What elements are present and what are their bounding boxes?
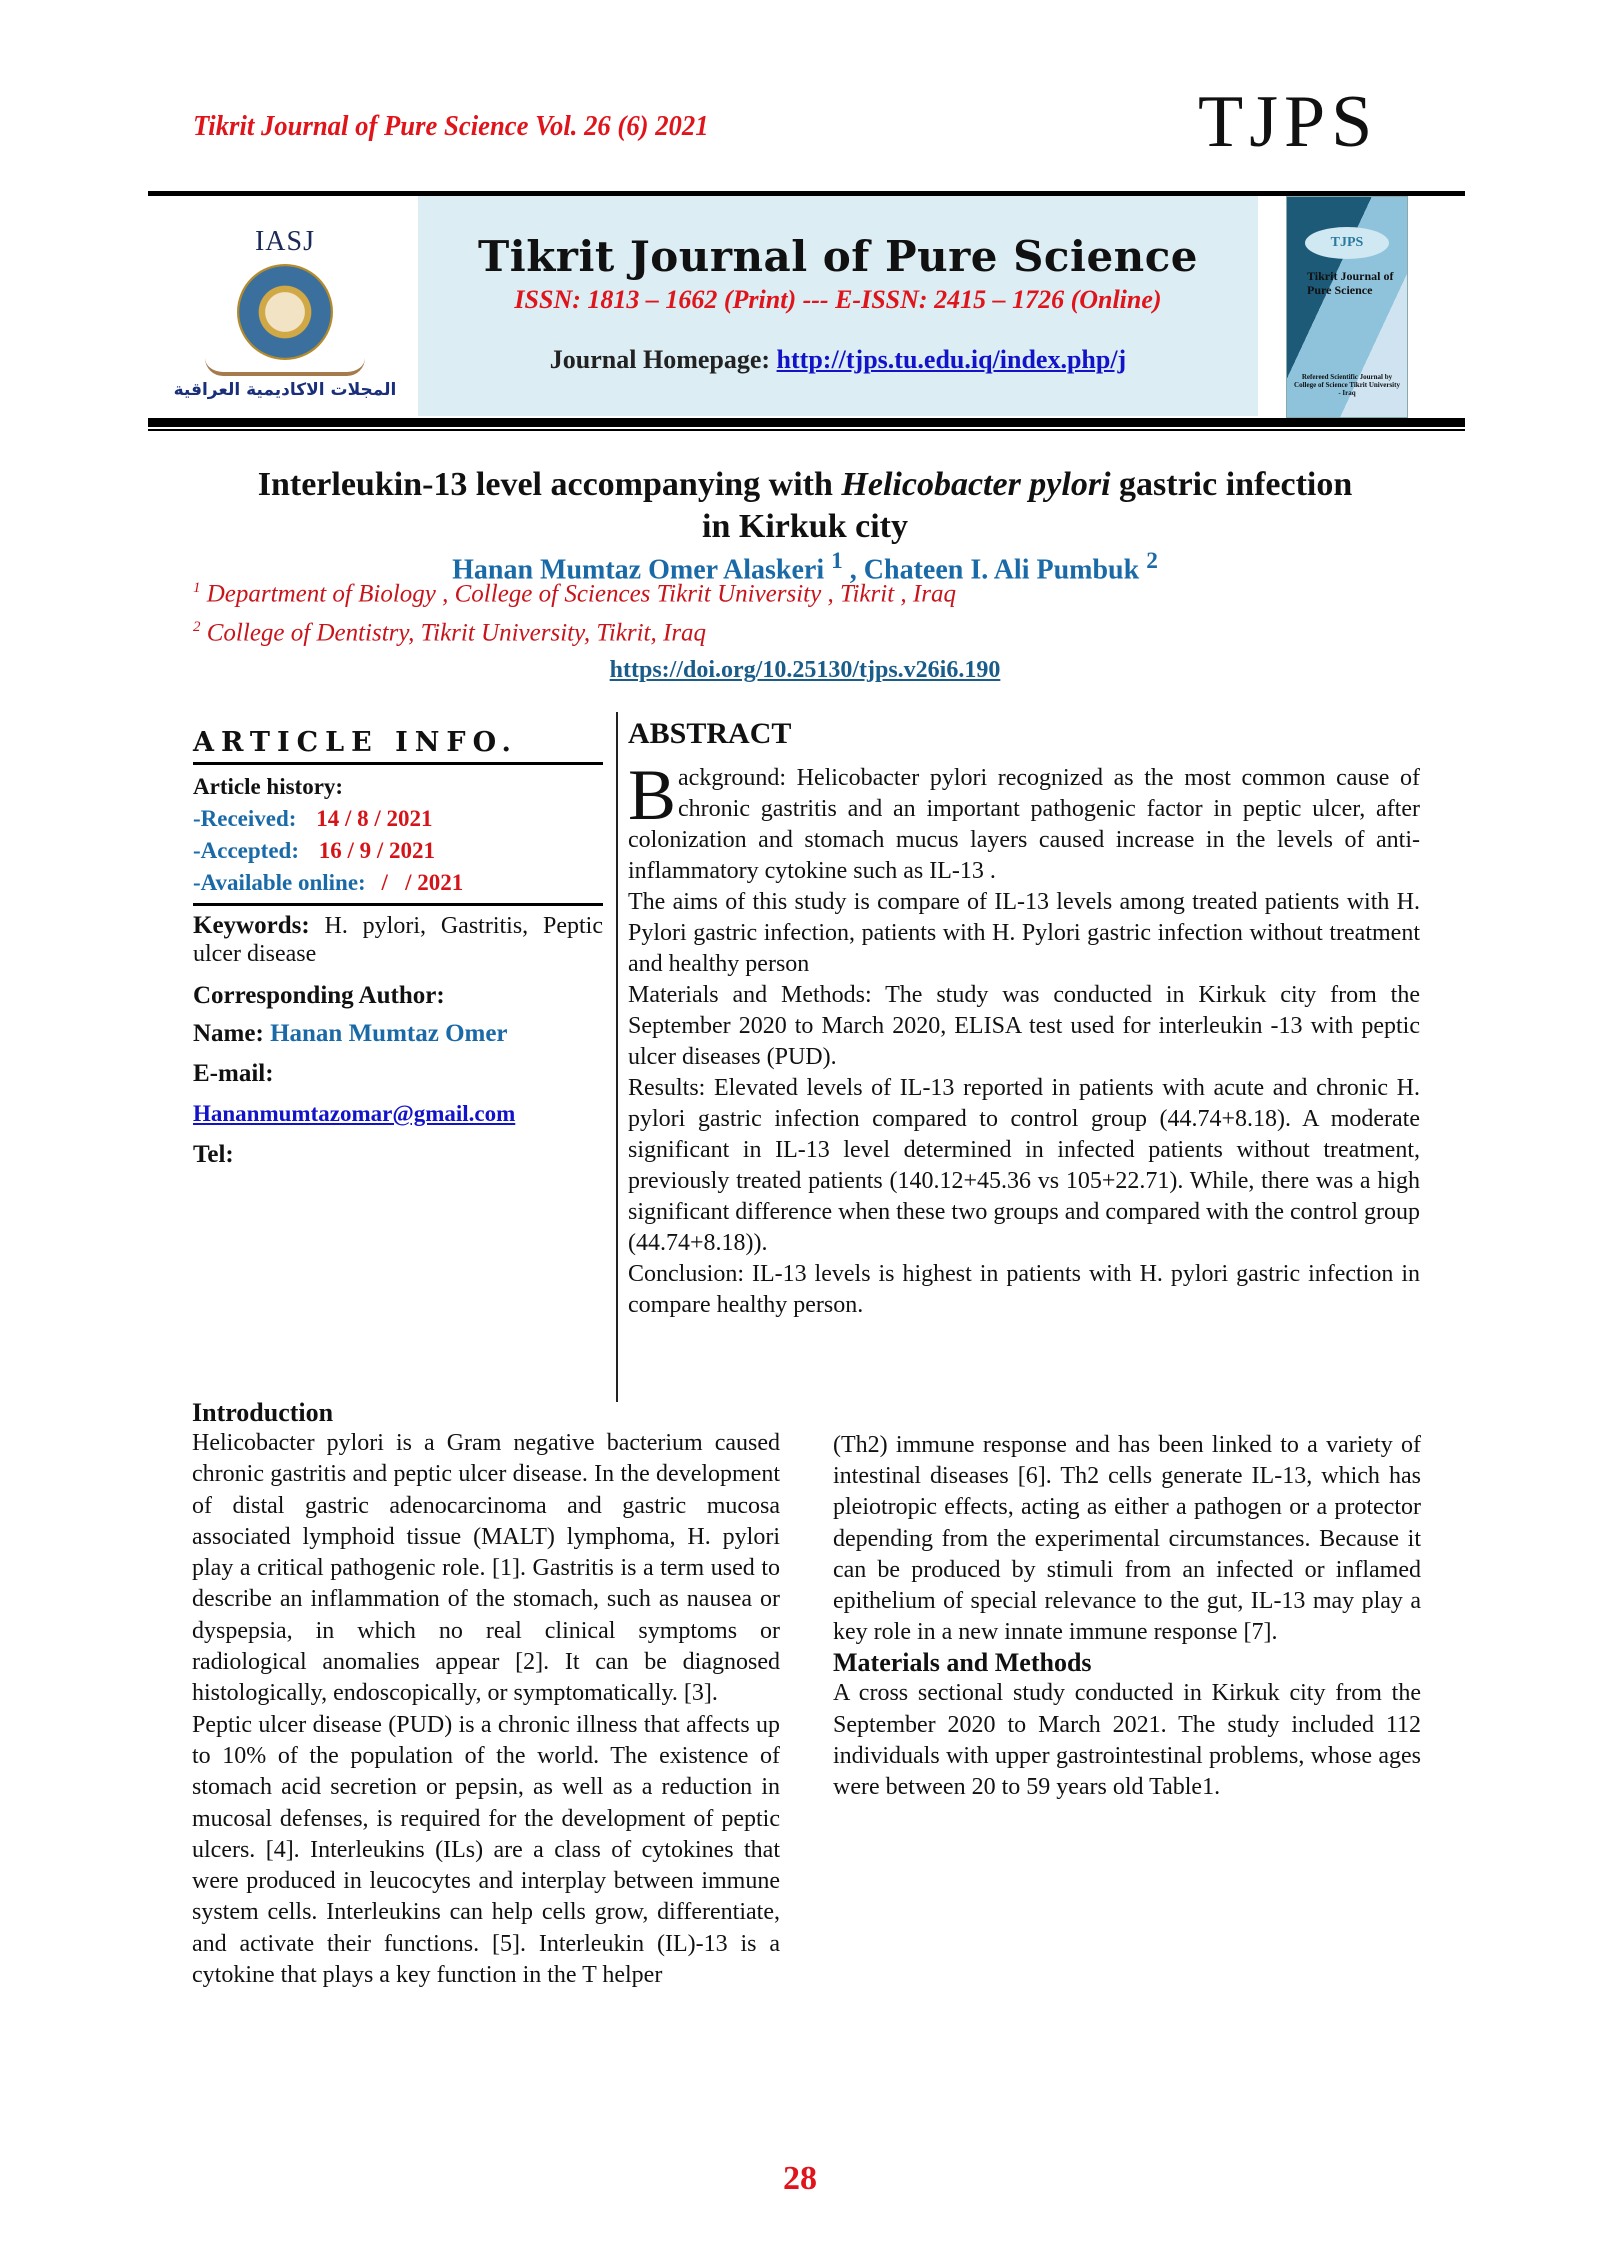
author-email-link[interactable]: Hananmumtazomar@gmail.com [193,1101,516,1126]
author-2-sup: 2 [1146,548,1158,574]
doi [160,657,1450,684]
abstract-results: Results: Elevated levels of IL-13 reported in patients with acute and chronic H. pylori gastric infection compared to control group (44.74+8.18). A moderate significant in IL-13 level determined in infected patients without treatment, previously treated patients (140.12+45.36 vs 105+22.71). While, there was a high significant difference when these two groups and compared with the control group (44.74+8.18)). [628,1075,1420,1256]
divider [193,903,603,906]
abstract-aims: The aims of this study is compare of IL-13 levels among treated patients with H. Pylori gastric infection, patients with H. Pylori gastric infection without treatment and healthy person [628,889,1420,977]
author-2: Chateen I. Ali Pumbuk [863,554,1140,586]
iasj-logo-text: IASJ [254,226,315,257]
methods-paragraph: A cross sectional study conducted in Kirkuk city from the September 2020 to March 2021. The study included 112 individuals with upper gastrointestinal problems, whose ages were between 20 to 59 years old Table1. [833,1680,1421,1801]
page-number: 28 [783,2160,817,2197]
journal-name: Tikrit Journal of Pure Science [478,232,1198,281]
journal-cover-thumbnail [1286,196,1408,418]
cover-footer: Refereed Scientific Journal by College of Science Tikrit University - Iraq [1294,373,1400,397]
running-head: Tikrit Journal of Pure Science Vol. 26 (6) 2021 [193,110,709,142]
header-rule-bottom [148,418,1465,427]
abstract [628,718,1420,1321]
received-date: 14 / 8 / 2021 [316,806,433,831]
online-date: / / 2021 [381,870,464,895]
abstract-conclusion: Conclusion: IL-13 levels is highest in patients with H. pylori gastric infection in compare healthy person. [628,1261,1420,1318]
introduction-paragraph: (Th2) immune response and has been linked to a variety of intestinal diseases [6]. Th2 cells generate IL-13, which has pleiotropic effects, acting as either a pathogen or a protector depending from the experimental circumstances. Because it can be produced by stimuli from an infected or inflamed epithelium of special relevance to the gut, IL-13 may play a key role in a new innate immune response [7]. [833,1432,1421,1646]
title-line-2: in Kirkuk city [702,508,908,545]
accepted-row [193,835,603,867]
introduction-heading: Introduction [192,1398,334,1427]
cover-title: Tikrit Journal of Pure Science [1307,269,1394,297]
header-rule-bottom-thin [148,429,1465,431]
iasj-seal-icon [237,264,333,360]
introduction-paragraph: Peptic ulcer disease (PUD) is a chronic illness that affects up to 10% of the population of the world. The existence of stomach acid secretion or pepsin, as well as a reduction in mucosal defenses, is required for the development of peptic ulcers. [4]. Interleukins (ILs) are a class of cytokines that were produced in leucocytes and interplay between immune system cells. Interleukins can help cells grow, differentiate, and activate their functions. [5]. Interleukin (IL)-13 is a cytokine that plays a key function in the T helper [192,1711,780,1989]
banner-center [418,196,1258,416]
article-info-panel [193,727,603,1173]
right-column [833,1430,1421,1803]
author-name: Hanan Mumtaz Omer [270,1020,508,1047]
received-row [193,803,603,835]
title-part: gastric infection [1110,466,1353,503]
open-book-icon [205,358,365,376]
divider [193,762,603,765]
introduction-section [192,1398,780,1991]
iasj-logo [160,206,410,416]
accepted-date: 16 / 9 / 2021 [318,838,436,863]
online-row [193,867,603,899]
keywords-label: Keywords: [193,912,310,939]
keywords-value: H. pylori, Gastritis, Peptic ulcer disease [193,913,603,967]
column-divider [616,712,618,1402]
online-label: -Available online: [193,870,366,895]
accepted-label: -Accepted: [193,838,300,863]
corresponding-author-label: Corresponding Author: [193,982,445,1009]
methods-heading: Materials and Methods [833,1648,1092,1678]
keywords [193,912,603,968]
author-1: Hanan Mumtaz Omer Alaskeri [452,554,825,586]
cover-oval-label: TJPS [1305,227,1389,259]
article-info-heading: ARTICLE INFO. [193,727,518,758]
homepage-link[interactable]: http://tjps.tu.edu.iq/index.php/j [776,345,1127,374]
tel-label: Tel: [193,1141,234,1168]
affiliation-1 [193,580,956,608]
title-italic-part: Helicobacter pylori [841,466,1111,503]
journal-banner [148,196,1465,418]
introduction-paragraph: Helicobacter pylori is a Gram negative bacterium caused chronic gastritis and peptic ulcer disease. In the development of distal gastric adenocarcinoma and gastric mucosa associated lymphoid tissue (MALT) lymphoma, H. pylori play a critical pathogenic role. [1]. Gastritis is a term used to describe an inflammation of the stomach, such as nausea or dyspepsia, in which no real clinical symptoms or radiological anomalies appear [2]. It can be diagnosed histologically, endoscopically, or symptomatically. [3]. [192,1430,780,1707]
homepage-label: Journal Homepage: [549,345,777,374]
received-label: -Received: [193,806,297,831]
affiliation-text: College of Dentistry, Tikrit University, Tikrit, Iraq [206,619,707,647]
title-part: Interleukin-13 level accompanying with [257,466,842,503]
affiliation-sup: 2 [193,619,201,635]
author-separator: , [842,554,864,586]
affiliation-sup: 1 [193,580,201,596]
doi-link[interactable]: https://doi.org/10.25130/tjps.v26i6.190 [609,657,1001,683]
article-history-label: Article history: [193,774,344,799]
abstract-heading: ABSTRACT [628,717,792,750]
affiliation-text: Department of Biology , College of Sciences Tikrit University , Tikrit , Iraq [206,580,956,608]
issn-line: ISSN: 1813 – 1662 (Print) --- E-ISSN: 2415 – 1726 (Online) [514,285,1162,314]
iasj-arabic-text: المجلات الاكاديمية العراقية [173,380,397,400]
abstract-background-text: ackground: Helicobacter pylori recognized as the most common cause of chronic gastritis and an important pathogenic factor in peptic ulcer, after colonization and stomach mucus layers caused increase in the levels of anti-inflammatory cytokine such as IL-13 . [628,765,1420,884]
email-label: E-mail: [193,1060,274,1087]
name-label: Name: [193,1020,271,1047]
abstract-methods: Materials and Methods: The study was conducted in Kirkuk city from the September 2020 to March 2020, ELISA test used for interleukin -13 with peptic ulcer diseases (PUD). [628,982,1420,1070]
article-title [160,464,1450,548]
affiliation-2 [193,619,706,647]
author-1-sup: 1 [831,548,843,574]
journal-homepage [418,345,1258,375]
tjps-wordmark: TJPS [1198,81,1379,163]
abstract-background [628,755,1420,887]
drop-cap: B [628,755,677,835]
author-name-row [193,1014,603,1054]
